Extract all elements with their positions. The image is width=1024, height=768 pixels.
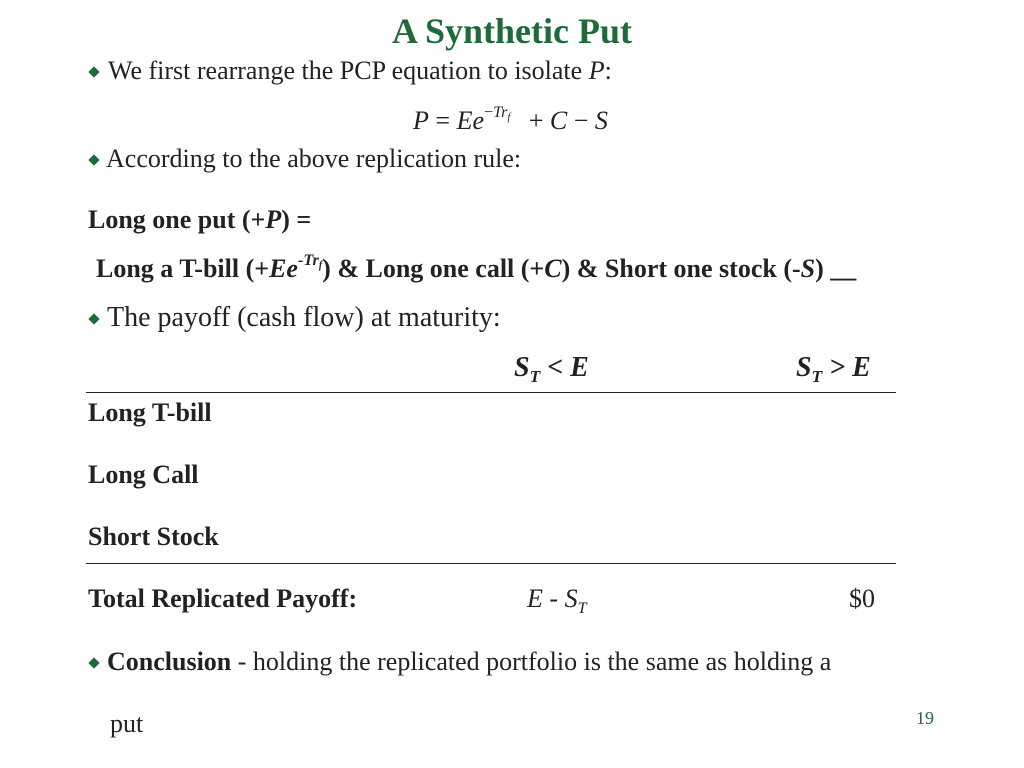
comp-tbill: Long a T-bill (+ (96, 254, 270, 283)
put-equation (413, 103, 608, 136)
bullet-pcp (90, 56, 612, 86)
total-col1 (527, 584, 587, 617)
slide-title: A Synthetic Put (391, 11, 632, 51)
diamond-bullet-icon (88, 66, 99, 77)
eq-equals: = (428, 106, 457, 135)
bullet-pcp-tail: : (604, 56, 612, 85)
total-col1-e: E (527, 584, 543, 613)
conclusion-text: - holding the replicated portfolio is the same as holding a (231, 647, 832, 676)
comp-c: C (544, 254, 562, 283)
replication-composition (96, 251, 857, 284)
comp-stock: ) & Short one stock (- (561, 254, 801, 283)
col1-s: S (514, 352, 530, 383)
conclusion-line2: put (110, 709, 144, 738)
comp-call: ) & Long one call (+ (322, 254, 545, 283)
bullet-replication-text: According to the above replication rule: (106, 144, 522, 173)
eq-exp-t: T (493, 103, 502, 121)
col2-rest: > E (822, 352, 871, 383)
diamond-bullet-icon (88, 154, 99, 165)
total-col2: $0 (849, 584, 875, 613)
eq-exp-f: f (507, 112, 511, 124)
total-col1-dash: - (542, 584, 565, 613)
conclusion-label: Conclusion (107, 647, 232, 676)
long-put-var: P (265, 205, 282, 234)
table-total-rule (86, 563, 896, 564)
comp-end: ) __ (815, 254, 857, 283)
comp-s: S (800, 254, 816, 283)
eq-exp-minus: − (483, 103, 494, 121)
comp-exp: -Tr (297, 251, 319, 269)
total-col1-s: S (564, 584, 578, 613)
table-row: Short Stock (88, 522, 219, 551)
col1-rest: < E (540, 352, 589, 383)
bullet-payoff (90, 302, 501, 334)
col2-sub: T (811, 367, 823, 387)
diamond-bullet-icon (88, 657, 99, 668)
eq-exp-r: r (501, 103, 508, 121)
table-header-rule (86, 392, 896, 393)
eq-c: C (549, 106, 568, 135)
long-put-line (88, 205, 311, 235)
total-label: Total Replicated Payoff: (88, 584, 358, 613)
table-header-col2 (796, 352, 871, 387)
comp-ee: Ee (269, 254, 298, 283)
bullet-payoff-text: The payoff (cash flow) at maturity: (107, 302, 501, 333)
eq-s: S (594, 106, 608, 135)
comp-exp-sub: f (318, 260, 323, 272)
table-header-col1 (514, 352, 589, 387)
long-put-pre: Long one put (+ (88, 205, 266, 234)
total-col1-sub: T (577, 599, 587, 617)
long-put-post: ) = (281, 205, 312, 234)
bullet-pcp-text: We first rearrange the PCP equation to isolate (108, 56, 589, 85)
eq-p: P (413, 106, 429, 135)
col2-s: S (796, 352, 812, 383)
diamond-bullet-icon (88, 313, 99, 324)
eq-minus: − (567, 106, 595, 135)
col1-sub: T (529, 367, 541, 387)
table-row: Long Call (88, 460, 199, 489)
bullet-replication (90, 144, 521, 174)
bullet-conclusion (90, 647, 831, 677)
eq-ee: Ee (456, 106, 484, 135)
bullet-pcp-var: P (588, 56, 605, 85)
table-row: Long T-bill (88, 398, 212, 427)
eq-plus: + (522, 106, 550, 135)
page-number: 19 (916, 708, 934, 728)
